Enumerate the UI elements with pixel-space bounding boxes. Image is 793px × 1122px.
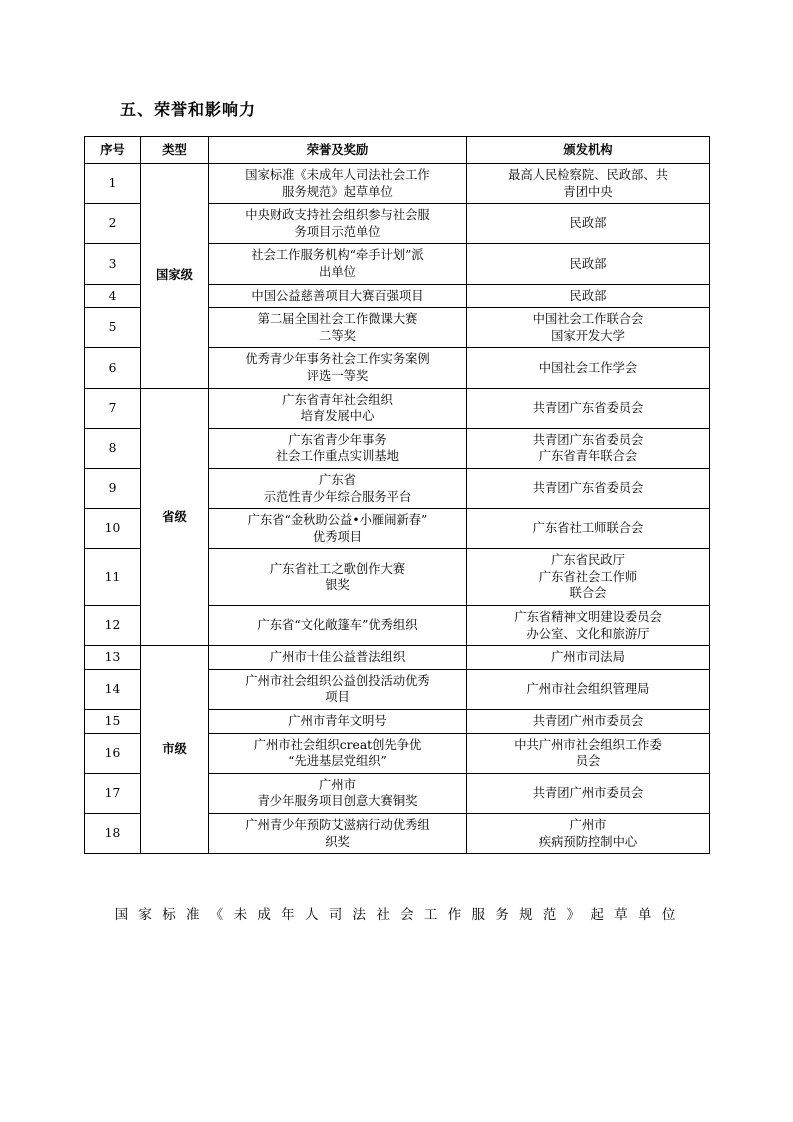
- cell-org: [467, 710, 710, 734]
- cell-line: 员会: [575, 754, 601, 769]
- cell-no: 16: [85, 733, 141, 773]
- column-header-type: 类型: [141, 137, 209, 164]
- cell-line: 国家标准《未成年人司法社会工作: [245, 168, 430, 182]
- cell-line: 出单位: [319, 264, 356, 279]
- cell-no: 10: [85, 509, 141, 549]
- cell-honor: [209, 284, 467, 308]
- cell-line: 办公室、文化和旅游厅: [526, 626, 650, 641]
- cell-honor: [209, 468, 467, 508]
- cell-org: [467, 308, 710, 348]
- table-row: [85, 388, 710, 428]
- cell-honor: [209, 710, 467, 734]
- cell-org: [467, 669, 710, 709]
- cell-line: 广东省“文化敞篷车”优秀组织: [257, 618, 418, 633]
- cell-line: 广州市十佳公益普法组织: [269, 650, 406, 665]
- cell-honor: [209, 669, 467, 709]
- cell-org: [467, 388, 710, 428]
- cell-type: 市级: [141, 646, 209, 854]
- cell-line: 最高人民检察院、民政部、共: [508, 168, 668, 182]
- cell-line: 共青团广州市委员会: [532, 714, 644, 729]
- cell-no: 2: [85, 204, 141, 244]
- cell-line: 民政部: [569, 256, 607, 271]
- cell-org: [467, 244, 710, 284]
- cell-type: 国家级: [141, 164, 209, 389]
- figure-caption: 国 家 标 准 《 未 成 年 人 司 法 社 会 工 作 服 务 规 范 》 起 草 单 位: [114, 907, 679, 923]
- cell-line: 广州市: [569, 818, 607, 832]
- cell-line: 青少年服务项目创意大赛铜奖: [257, 794, 418, 809]
- cell-line: 广州市: [319, 777, 356, 792]
- cell-line: 中国公益慈善项目大赛百强项目: [251, 288, 424, 303]
- cell-honor: [209, 549, 467, 606]
- cell-no: 3: [85, 244, 141, 284]
- cell-no: 4: [85, 284, 141, 308]
- cell-line: 广东省青年联合会: [538, 449, 638, 464]
- cell-org: [467, 284, 710, 308]
- cell-line: 中国社会工作学会: [538, 360, 638, 375]
- cell-line: 示范性青少年综合服务平台: [263, 489, 412, 504]
- cell-line: 社会工作服务机构“牵手计划”派: [251, 248, 424, 263]
- cell-org: [467, 164, 710, 204]
- cell-no: 13: [85, 646, 141, 670]
- cell-line: 银奖: [325, 578, 350, 593]
- cell-no: 8: [85, 428, 141, 468]
- cell-no: 7: [85, 388, 141, 428]
- cell-org: [467, 733, 710, 773]
- cell-honor: [209, 428, 467, 468]
- page-title: 五、荣誉和影响力: [120, 100, 257, 119]
- cell-line: 中央财政支持社会组织参与社会服: [245, 208, 430, 223]
- cell-line: 广东省青少年事务: [288, 432, 387, 447]
- cell-no: 9: [85, 468, 141, 508]
- cell-line: 项目: [325, 690, 350, 705]
- cell-org: [467, 814, 710, 854]
- cell-org: [467, 509, 710, 549]
- column-header-honor: 荣誉及奖励: [209, 137, 467, 164]
- cell-honor: [209, 509, 467, 549]
- honors-table: [84, 136, 710, 854]
- cell-line: 中共广州市社会组织工作委: [514, 737, 662, 752]
- cell-line: 中国社会工作联合会: [532, 312, 644, 327]
- cell-honor: [209, 204, 467, 244]
- cell-line: 国家开发大学: [551, 328, 625, 343]
- cell-line: 联合会: [569, 586, 607, 601]
- cell-no: 14: [85, 669, 141, 709]
- cell-honor: [209, 308, 467, 348]
- cell-line: 广东省社工之歌创作大赛: [269, 561, 406, 576]
- cell-line: 广州市司法局: [551, 650, 625, 665]
- cell-org: [467, 646, 710, 670]
- cell-line: 织奖: [325, 834, 350, 849]
- cell-line: 服务规范》起草单位: [282, 184, 393, 199]
- cell-line: 广东省社工师联合会: [532, 521, 644, 536]
- cell-honor: [209, 733, 467, 773]
- cell-no: 18: [85, 814, 141, 854]
- cell-line: 共青团广东省委员会: [532, 432, 644, 447]
- cell-line: 培育发展中心: [300, 409, 375, 424]
- cell-line: 广东省青年社会组织: [282, 392, 393, 407]
- cell-line: 评选一等奖: [306, 368, 369, 383]
- cell-no: 11: [85, 549, 141, 606]
- cell-org: [467, 428, 710, 468]
- cell-org: [467, 606, 710, 646]
- cell-line: 第二届全国社会工作微课大赛: [257, 312, 418, 327]
- cell-no: 17: [85, 773, 141, 813]
- cell-no: 15: [85, 710, 141, 734]
- cell-honor: [209, 244, 467, 284]
- cell-line: 社会工作重点实训基地: [276, 449, 399, 464]
- cell-line: 共青团广州市委员会: [532, 786, 644, 801]
- cell-line: 二等奖: [319, 328, 356, 343]
- table-row: [85, 164, 710, 204]
- table-header-row: [85, 137, 710, 164]
- cell-no: 6: [85, 348, 141, 388]
- cell-line: 优秀青少年事务社会工作实务案例: [245, 352, 430, 367]
- cell-line: 广东省社会工作师: [538, 569, 638, 584]
- cell-line: “先进基层党组织”: [288, 754, 387, 769]
- cell-no: 12: [85, 606, 141, 646]
- cell-honor: [209, 646, 467, 670]
- cell-line: 优秀项目: [312, 529, 363, 544]
- cell-line: 共青团广东省委员会: [532, 481, 644, 496]
- cell-no: 1: [85, 164, 141, 204]
- cell-line: 务项目示范单位: [294, 224, 381, 239]
- cell-line: 共青团广东省委员会: [532, 400, 644, 415]
- cell-type: 省级: [141, 388, 209, 646]
- cell-line: 广东省: [319, 472, 356, 487]
- cell-line: 广州市社会组织管理局: [526, 682, 650, 697]
- cell-line: 广州青少年预防艾滋病行动优秀组: [245, 818, 430, 832]
- cell-line: 广州市青年文明号: [288, 714, 387, 729]
- cell-org: [467, 348, 710, 388]
- cell-line: 广州市社会组织creat创先争优: [253, 737, 422, 752]
- cell-honor: [209, 348, 467, 388]
- cell-line: 民政部: [569, 216, 607, 231]
- cell-org: [467, 549, 710, 606]
- cell-honor: [209, 773, 467, 813]
- cell-line: 广东省精神文明建设委员会: [514, 610, 662, 625]
- cell-line: 疾病预防控制中心: [538, 834, 638, 849]
- cell-line: 广东省民政厅: [551, 553, 625, 568]
- cell-line: 广东省“金秋助公益•小雁闹新春”: [247, 513, 428, 528]
- cell-line: 广州市社会组织公益创投活动优秀: [245, 673, 430, 688]
- table-row: [85, 646, 710, 670]
- cell-org: [467, 204, 710, 244]
- cell-honor: [209, 606, 467, 646]
- cell-honor: [209, 814, 467, 854]
- cell-line: 青团中央: [563, 184, 613, 199]
- column-header-no: 序号: [85, 137, 141, 164]
- cell-honor: [209, 388, 467, 428]
- cell-org: [467, 773, 710, 813]
- cell-line: 民政部: [569, 288, 607, 303]
- cell-no: 5: [85, 308, 141, 348]
- cell-org: [467, 468, 710, 508]
- column-header-org: 颁发机构: [467, 137, 710, 164]
- cell-honor: [209, 164, 467, 204]
